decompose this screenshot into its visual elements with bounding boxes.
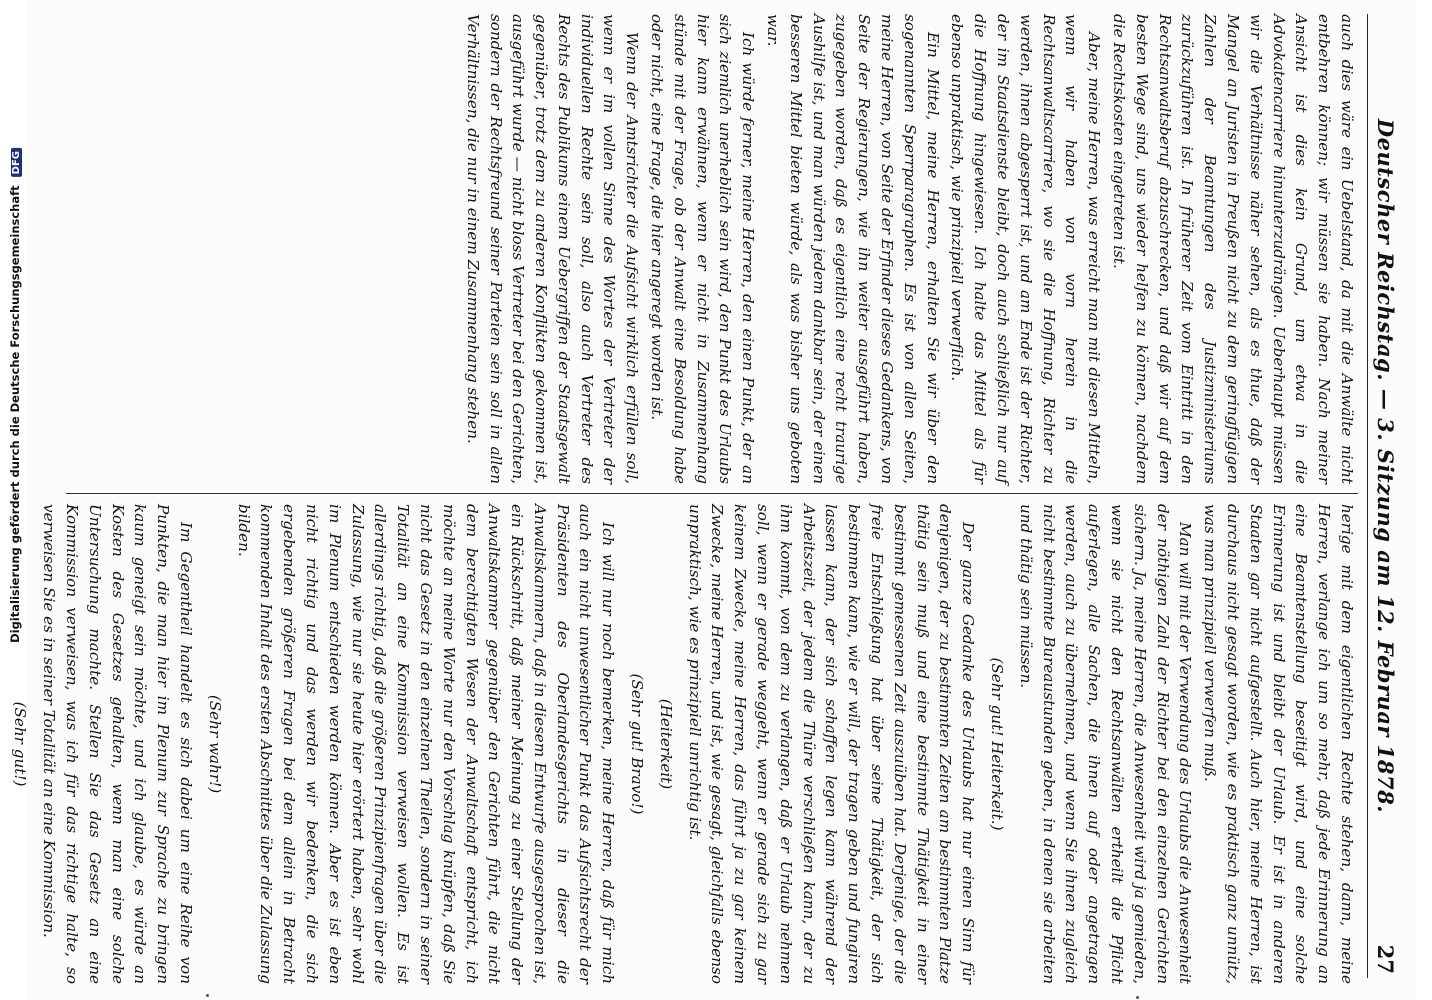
digitization-credit [8,148,22,643]
interjection: (Sehr gut! Heiterkeit.) [988,657,1007,831]
text-column-left [50,14,1358,484]
interjection: (Sehr gut! Bravo!) [628,673,647,815]
closing-paragraph [0,504,3,984]
dfg-logo-icon: DFG [11,148,22,177]
paragraph: Ich würde ferner, meine Herren, den einen Punkt, der an sich ziemlich unerheblich sein wird, den Punkt des Urlaubs hier kann erwähnen, wenn er nicht in Zusammenhang stünde mit der Frage, ob der Anwalt eine Besoldung habe oder nicht, eine Frage, die hier angeregt worden ist. [648,14,758,484]
paragraph: Der ganze Gedanke des Urlaubs hat nur einen Sinn für denjenigen, der zu bestimmten Zeiten am bestimmten Platze thätig sein muß und eine bestimmte Thätigkeit in einer bestimmt gemessenen Zeit auszuüben hat. Derjenige, der die freie Entschließung hat über seine Thätigkeit, der sich bestimmen kann, wie er will, der tragen geben und fungiren lassen kann, der sich schaffen legen kann während der Arbeitszeit, der jedem die Thüre verschließen kann, der zu ihm kommt, von dem zu verlangen, daß er Urlaub nehmen soll, wenn er gerade weggeht, wenn er gerade sich zu gar keinem Zwecke, meine Herren, das führt ja zu gar keinem Zwecke, meine Herren, und ist, wie gesagt, gleichfalls ebenso unpraktisch, wie es prinzipiell unrichtig ist. [685,504,978,984]
page-header [1367,14,1402,978]
running-title: Deutscher Reichstag. — 3. Sitzung am 12. Februar 1878. [1373,118,1398,814]
speaker-label [0,522,1,620]
paragraph: Aber, meine Herren, was erreicht man mit diesen Mitteln, wenn wir haben von vorn herein in die Rechtsanwaltscarriere, wo sie die Hoffnung, Richter zu werden, ihnen abgesperrt ist, und am Ende ist der Richter, der im Staatsdienste bleibt, doch auch schließlich nur auf die Hoffnung hingewiesen. Ich halte das Mittel als für ebenso unpraktisch, wie prinzipiell verwerflich. [948,14,1104,484]
paragraph: Im Gegentheil handelt es sich dabei um eine Reihe von Punkten, die man hier im Plenum zur Sprache zu bringen kaum geneigt sein möchte, und ich glaube, es würde an Kosten des Gesetzes gehalten, wenn man eine solche Untersuchung machte. Stellen Sie das Gesetz an eine Kommission verweisen, was ich für das richtige halte, so verweisen Sie es in seiner Totalität an eine Kommission. [40,504,195,984]
scan-speck [206,994,209,997]
digitization-credit-text: Digitalisierung gefördert durch die Deutsche Forschungsgemeinschaft [8,185,22,643]
paragraph: Wenn der Amtsrichter die Aufsicht wirklich erfüllen soll, wenn er im vollen Sinne des Wortes der Vertreter der individuellen Rechte sein soll, also auch Vertreter des Rechts des Publikums einem Uebergriffen der Staatsgewalt gegenüber, trotz dem zu anderen Konflikten gekommen ist, ausgeführt wurde — nicht bloss Vertreter bei den Gerichten, sondern der Rechtsfreund seiner Parteien sein soll in allen Verhältnissen, die nur in einem Zusammenhang stehen. [463,14,642,484]
column-divider [66,493,1358,494]
paragraph: auch dies wäre ein Uebelstand, da mit die Anwälte nicht entbehren können; wir müssen sie haben. Nach meiner Ansicht ist dies kein Grund, um etwa in die Advokatencarriere hinunterzudrängen. Ueberhaupt müssen wir die Verhältnisse näher sehen, als es thue, daß der Mangel an Juristen in Preußen nicht zu dem geringfügigen Zahlen der Beamtungen des Justizministeriums zurückzuführen ist. In früherer Zeit vom Eintritt in den Rechtsanwaltsberuf abzuschrecken, und daß wir auf dem besten Wege sind, uns wieder helfen zu können, nachdem die Rechtskosten eingetreten ist. [1110,14,1356,484]
paragraph: herige mit dem eigentlichen Rechte stehen, dann, meine Herren, verlange ich um so mehr, daß jede Erinnerung an eine Beamtenstellung beseitigt wird, und eine solche Erinnerung ist und bleibt der Urlaub. Er ist in anderen Staaten gar nicht aufgestellt. Auch hier, meine Herren, ist durchaus nicht gesagt worden, wie es praktisch ganz unnütz, was man prinzipiell verwerfen muß. [1201,504,1356,984]
paragraph: Man will mit der Verwendung des Urlaubs die Anwesenheit der nöthigen Zahl der Richter bei den einzelnen Gerichten sichern. Ja, meine Herren, die Anwesenheit wird ja gemieden, wenn sie nicht den Rechtsanwälten ertheilt die Pflicht auferlegen, alle Sachen, die ihnen auf oder angetragen werden, auch zu übernehmen, und wenn Sie ihnen zugleich nicht bestimmte Bureaustunden geben, in denen sie arbeiten und thätig sein müssen. [1016,504,1195,984]
paragraph: Ein Mittel, meine Herren, erhalten Sie wir über den sogenannten Sperrparagraphen. Es ist von allen Seiten, meine Herren, von Seite der Erfinder dieses Gedankens, von Seite der Regierungen, wie ihn weiter ausgeführt haben, zugegeben worden, daß es eigentlich eine recht traurige Aushilfe ist, und man würden jedem dankbar sein, der einen besseren Mittel bieten würde, als was bisher uns geboten war. [764,14,942,484]
interjection: (Sehr gut!) [11,701,30,787]
scan-speck [1136,996,1139,999]
interjection: (Sehr wahr!) [205,694,224,794]
paragraph: Ich will nur noch bemerken, meine Herren, daß für mich auch ein nicht unwesentlicher Punkt das Aufsichtsrecht der Präsidenten des Oberlandesgerichts in dieser die Anwaltskammern, daß in diesem Entwurfe ausgesprochen ist, ein Rückschritt, daß meiner Meinung zu einer Stellung der Anwaltskammer gegenüber den Gerichten führt, die nicht dem berechtigten Wesen der Anwaltschaft entspricht, ich möchte an meine Worte nur den Vorschlag knüpfen, daß Sie nicht das Gesetz in den einzelnen Theilen, sondern in seiner Totalität an eine Kommission verweisen wollen. Es ist allerdings richtig, daß die größeren Prinzipienfragen über die Zulassung, wie nur sie heute hier erörtert haben, sehr wohl im Plenum entschieden werden können. Aber es ist eben nicht richtig und das werden wir bedenken, die sich ergebenden größeren Fragen bei dem allein in Betracht kommenden Inhalt des ersten Abschnittes über die Zulassung bilden. [234,504,618,984]
text-column-right [11,504,1358,984]
interjection: (Heiterkeit) [656,698,675,790]
page-number: 27 [1373,944,1398,974]
